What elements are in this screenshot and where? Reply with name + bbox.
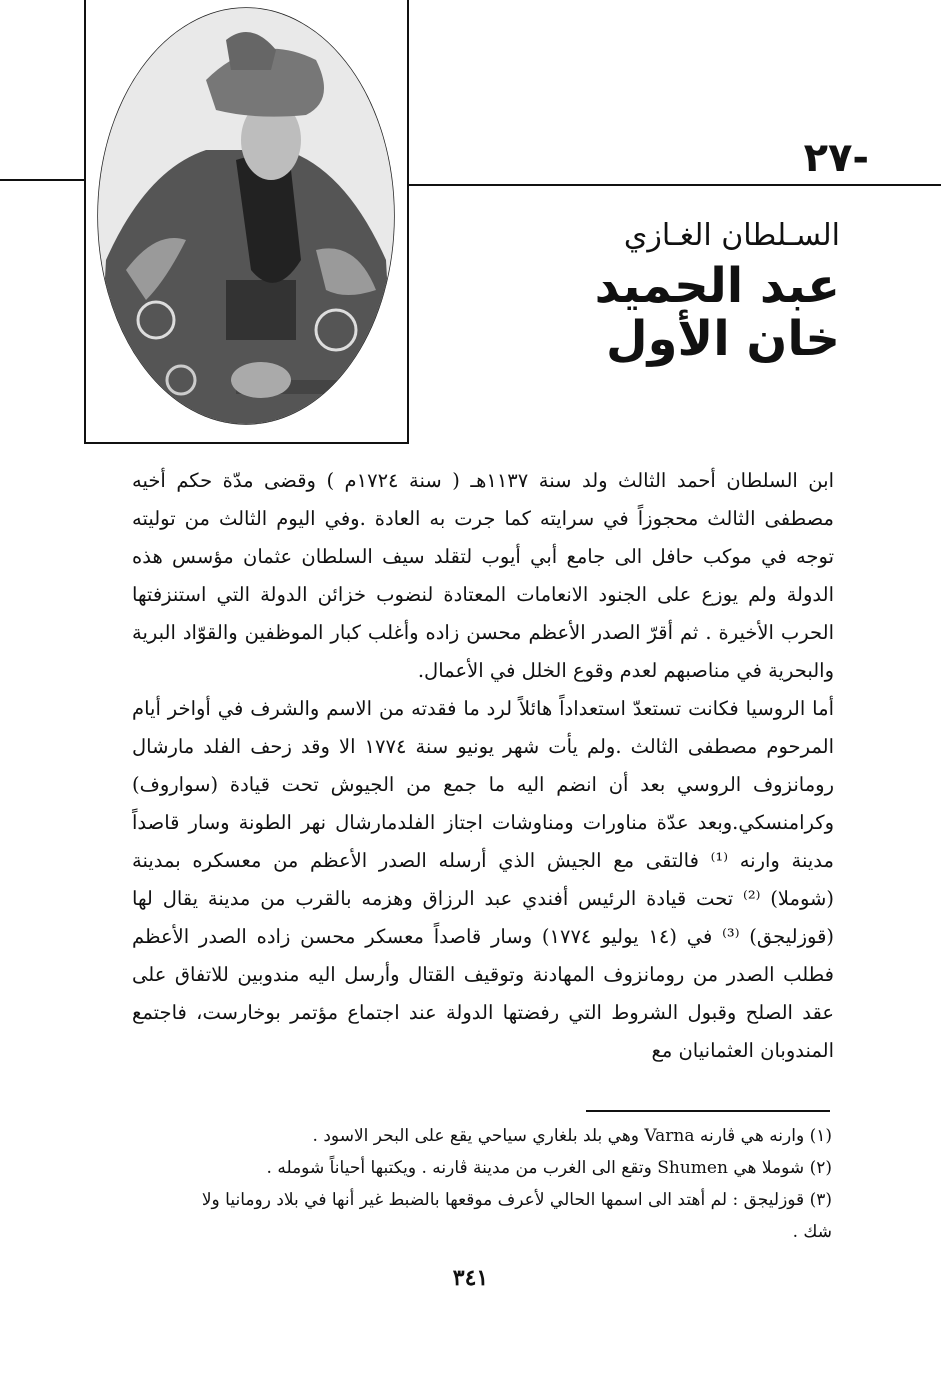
header-rule-left bbox=[0, 179, 86, 181]
chapter-number: -٢٧ bbox=[803, 135, 869, 181]
footnote: (١) وارنه هي ڤارنه Varna وهي بلد بلغاري سياحي يقع على البحر الاسود . bbox=[312, 1126, 832, 1146]
body-text bbox=[132, 462, 834, 1070]
paragraph: أما الروسيا فكانت تستعدّ استعداداً هائلاً لرد ما فقدته من الاسم والشرف في أواخر أيام المرحوم مصطفى الثالث .ولم يأت شهر يونيو سنة ١٧٧٤ الا وقد زحف الفلد مارشال رومانزوف الروسي بعد أن انضم اليه ما جمع من الجيوش تحت قيادة (سواروف) وكرامنسكي.وبعد عدّة مناورات ومناوشات اجتاز الفلدمارشال نهر الطونة وسار قاصداً مدينة وارنه ⁽¹⁾ فالتقى مع الجيش الذي أرسله الصدر الأعظم من معسكره بمدينة (شوملا) ⁽²⁾ تحت قيادة الرئيس أفندي عبد الرزاق وهزمه بالقرب من مدينة يقال لها (قوزليجق) ⁽³⁾ في (١٤ يوليو ١٧٧٤) وسار قاصداً معسكر محسن زاده الصدر الأعظم فطلب الصدر من رومانزوف المهادنة وتوقيف القتال وأرسل اليه مندوبين للاتفاق على عقد الصلح وقبول الشروط التي رفضتها الدولة عند اجتماع مؤتمر بوخارست، فاجتمع المندوبان العثمانيان مع bbox=[132, 697, 834, 1062]
footnote: (٢) شوملا هي Shumen وتقع الى الغرب من مدينة ڤارنه . ويكتبها أحياناً شومله . bbox=[266, 1158, 832, 1178]
portrait-frame bbox=[84, 0, 409, 444]
sultan-portrait-image bbox=[86, 0, 407, 442]
page-number: ٣٤١ bbox=[452, 1265, 489, 1291]
title-honorific: السـلطان الغـازي bbox=[623, 218, 840, 253]
header-rule-right bbox=[409, 184, 941, 186]
footnote-rule bbox=[586, 1110, 830, 1112]
footnote: (٣) قوزليجق : لم أهتد الى اسمها الحالي لأعرف موقعها بالضبط غير أنها في بلاد رومانيا ولا شك . bbox=[201, 1190, 832, 1242]
title-name: عبد الحميد خان الأول bbox=[594, 258, 840, 367]
footnotes bbox=[200, 1120, 832, 1248]
paragraph: ابن السلطان أحمد الثالث ولد سنة ١١٣٧هـ ( سنة ١٧٢٤م ) وقضى مدّة حكم أخيه مصطفى الثالث محجوزاً في سرايته كما جرت به العادة .وفي اليوم الثالث من توليته توجه في موكب حافل الى جامع أبي أيوب لتقلد سيف السلطان عثمان مؤسس هذه الدولة ولم يوزع على الجنود الانعامات المعتادة لنضوب خزائن الدولة التي استنزفتها الحرب الأخيرة . ثم أقرّ الصدر الأعظم محسن زاده وأغلب كبار الموظفين والقوّاد البرية والبحرية في مناصبهم لعدم وقوع الخلل في الأعمال. bbox=[132, 469, 834, 682]
